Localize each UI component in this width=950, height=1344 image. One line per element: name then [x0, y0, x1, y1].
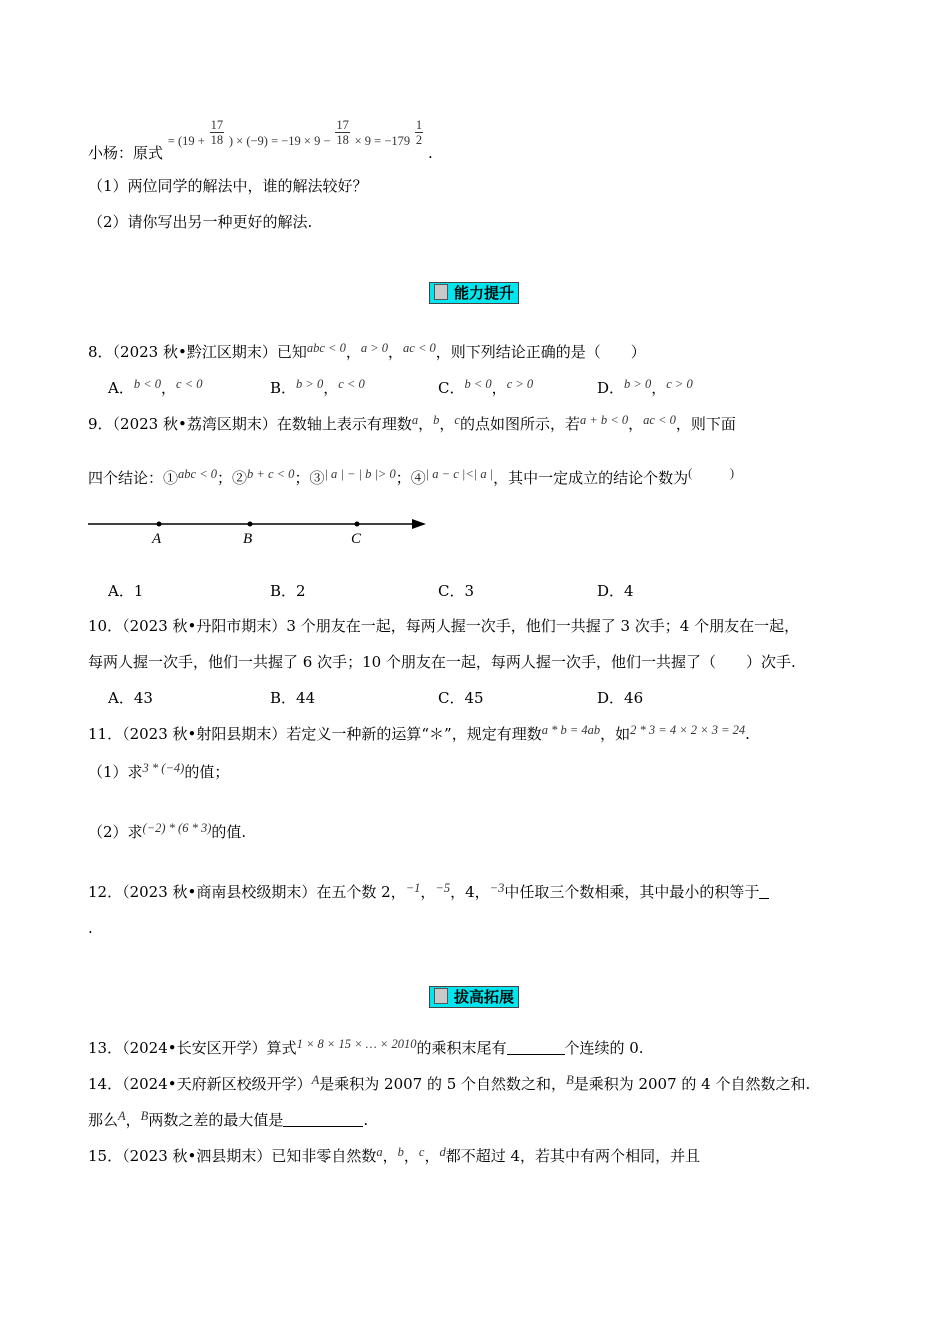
- section-title: 拔高拓展: [454, 988, 515, 1006]
- q7-part2: （2）请你写出另一种更好的解法.: [88, 213, 313, 231]
- question-12: 12．（2023 秋•商南县校级期末）在五个数 2，$^{-1}$，$^{-5}$，4，$^{-3}$中任取三个数相乘，其中最小的积等于: [88, 882, 769, 903]
- answer-blank[interactable]: [759, 884, 769, 899]
- question-14: 14．（2024•天府新区校级开学）$^A$是乘积为 2007 的 5 个自然数之和，$^B$是乘积为 2007 的 4 个自然数之和.: [88, 1073, 811, 1093]
- q8-option-c[interactable]: C．$^{b < 0}$，$^{c > 0}$: [438, 377, 534, 397]
- fraction-17-18-b: $\frac{17}{18}$: [336, 118, 349, 147]
- question-13: 13．（2024•长安区开学）算式$^{1 \times 8 \times 15 \times \dots \times 2010}$的乘积末尾有 个连续的 0.: [88, 1037, 644, 1057]
- section-banner-extension: [429, 986, 519, 1008]
- expr-part-c: × 9 = −179: [354, 134, 411, 148]
- q10-option-d[interactable]: D．46: [597, 689, 644, 707]
- question-10-line1: 10．（2023 秋•丹阳市期末）3 个朋友在一起，每两人握一次手，他们一共握了 3 次手；4 个朋友在一起，: [88, 617, 800, 635]
- q9-option-a[interactable]: A．1: [108, 582, 144, 600]
- q10-option-c[interactable]: C．45: [438, 689, 484, 707]
- fraction-17-18-a: $\frac{17}{18}$: [210, 118, 224, 147]
- expr-part-a: = (19 +: [167, 134, 205, 148]
- expr-part-b: ) × (−9) = −19 × 9 −: [228, 134, 331, 148]
- question-11: 11．（2023 秋•射阳县期末）若定义一种新的运算“＊”，规定有理数$^{a * b = 4ab}$，如$^{2 * 3 = 4 \times 2 \times 3 = 24}$.: [88, 723, 750, 743]
- banner-box-icon: [434, 988, 448, 1004]
- answer-blank[interactable]: [507, 1040, 565, 1055]
- question-9-line2: 四个结论：①$^{abc < 0}$；②$^{b + c < 0}$；③$^{| a | - | b |> 0}$；④$^{| a - c |<| a |}$，其中一定成立的结论个数为( ): [88, 466, 734, 487]
- math-expr: ac < 0: [403, 341, 436, 355]
- math-expr: abc < 0: [306, 341, 346, 355]
- q8-option-b[interactable]: B．$^{b > 0}$，$^{c < 0}$: [270, 377, 365, 397]
- q9-option-b[interactable]: B．2: [270, 582, 306, 600]
- point-a: [157, 522, 162, 527]
- q9-option-c[interactable]: C．3: [438, 582, 475, 600]
- point-b: [248, 522, 253, 527]
- label-a: A: [152, 531, 162, 547]
- xiaoyang-label: 小杨：原式: [88, 144, 164, 162]
- fraction-1-2: $\frac{1}{2}$: [415, 118, 423, 147]
- question-15: 15．（2023 秋•泗县期末）已知非零自然数$^a$，$^b$，$^c$，$^d$都不超过 4，若其中有两个相同，并且: [88, 1145, 701, 1165]
- period: .: [427, 144, 433, 162]
- question-8: 8．（2023 秋•黔江区期末）已知$^{abc < 0}$，$^{a > 0}$，$^{ac < 0}$，则下列结论正确的是（ ）: [88, 341, 646, 361]
- number-line: [86, 510, 436, 550]
- label-c: C: [351, 531, 362, 547]
- axis-arrow-icon: [412, 519, 426, 529]
- q8-option-d[interactable]: D．$^{b > 0}$，$^{c > 0}$: [597, 377, 693, 397]
- question-11-part2: （2）求$^{(-2) * (6 * 3)}$的值.: [88, 821, 247, 841]
- xiaoyang-solution: [88, 118, 433, 176]
- q10-option-b[interactable]: B．44: [270, 689, 316, 707]
- answer-blank[interactable]: [283, 1112, 363, 1127]
- question-9-line1: 9．（2023 秋•荔湾区期末）在数轴上表示有理数$^a$，$^b$，$^c$的点如图所示，若$^{a + b < 0}$，$^{ac < 0}$，则下面: [88, 413, 736, 433]
- question-14-line2: 那么$^A$，$^B$两数之差的最大值是 .: [88, 1109, 369, 1129]
- question-10-line2: 每两人握一次手，他们一共握了 6 次手；10 个朋友在一起，每两人握一次手，他们一共握了（ ）次手.: [88, 653, 796, 671]
- point-c: [355, 522, 360, 527]
- q8-option-a[interactable]: A．$^{b < 0}$，$^{c < 0}$: [108, 377, 203, 397]
- section-title: 能力提升: [454, 284, 515, 302]
- section-banner-ability: [429, 282, 519, 304]
- q10-option-a[interactable]: A．43: [108, 689, 153, 707]
- q7-part1: （1）两位同学的解法中，谁的解法较好？: [88, 177, 368, 195]
- label-b: B: [243, 531, 253, 547]
- math-expr: a > 0: [360, 341, 389, 355]
- question-11-part1: （1）求$^{3 * (-4)}$的值；: [88, 761, 230, 781]
- q9-option-d[interactable]: D．4: [597, 582, 634, 600]
- banner-box-icon: [434, 284, 448, 300]
- question-12-line2: .: [88, 919, 93, 937]
